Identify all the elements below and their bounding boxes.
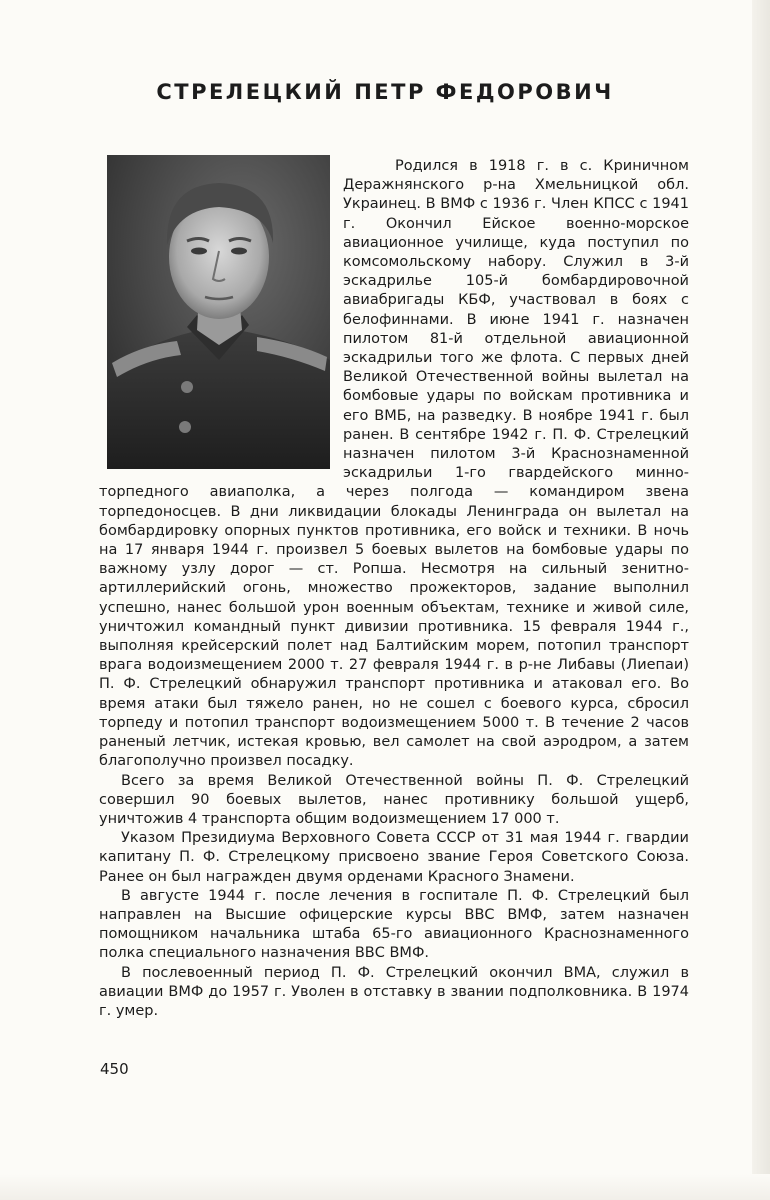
bio-paragraph: Родился в 1918 г. в с. Криничном Деражнянского р-на Хмельницкой обл. Украинец. В ВМФ с 1936 г. Член КПСС с 1941 г. Окончил Ейское военно-морское авиационное училище, куда поступил по комсомольскому набору. Служил в 3-й эскадрилье 105-й бомбардировочной авиабригады КБФ, участвовал в боях с белофиннами. В июне 1941 г. назначен пилотом 81-й отдельной авиационной эскадрильи того же флота. С первых дней Великой Отечественной войны вылетал на бомбовые удары по войскам противника и его ВМБ, на разведку. В ноябре 1941 г. был ранен. В сентябре 1942 г. П. Ф. Стрелецкий назначен пилотом 3-й Краснознаменной эскадрильи 1-го гвардейского минно-торпедного авиаполка, а через полгода — командиром звена торпедоносцев. В дни ликвидации блокады Ленинграда он вылетал на бомбардировку опорных пунктов противника, его войск и техники. В ночь на 17 января 1944 г. произвел 5 боевых вылетов на бомбовые удары по важному узлу дорог — ст. Ропша. Несмотря на сильный зенитно-артиллерийский огонь, множество прожекторов, задание выполнил успешно, нанес большой урон военным объектам, технике и живой силе, уничтожил командный пункт дивизии противника. 15 февраля 1944 г., выполняя крейсерский полет над Балтийским морем, потопил транспорт врага водоизмещением 2000 т. 27 февраля 1944 г. в р-не Либавы (Лиепаи) П. Ф. Стрелецкий обнаружил транспорт противника и атаковал его. Во время атаки был тяжело ранен, но не сошел с боевого курса, сбросил торпеду и потопил транспорт водоизмещением 5000 т. В течение 2 часов раненый летчик, истекая кровью, вел самолет на свой аэродром, а затем благополучно произвел посадку. bbox=[99, 158, 689, 770]
page-number: 450 bbox=[100, 1060, 129, 1078]
biography-text bbox=[99, 157, 689, 1021]
bio-paragraph: В послевоенный период П. Ф. Стрелецкий окончил ВМА, служил в авиации ВМФ до 1957 г. Уволен в отставку в звании подполковника. В 1974 г. умер. bbox=[99, 964, 689, 1019]
page-bottom-edge bbox=[0, 1174, 770, 1200]
bio-paragraph: В августе 1944 г. после лечения в госпитале П. Ф. Стрелецкий был направлен на Высшие офицерские курсы ВВС ВМФ, затем назначен помощником начальника штаба 65-го авиационного Краснознаменного полка специального назначения ВВС ВМФ. bbox=[99, 887, 689, 962]
page-title: СТРЕЛЕЦКИЙ ПЕТР ФЕДОРОВИЧ bbox=[156, 80, 614, 104]
page-edge bbox=[752, 0, 770, 1200]
photo-spacer bbox=[99, 157, 343, 483]
bio-paragraph: Всего за время Великой Отечественной войны П. Ф. Стрелецкий совершил 90 боевых вылетов, нанес противнику большой ущерб, уничтожив 4 транспорта общим водоизмещением 17 000 т. bbox=[99, 772, 689, 827]
bio-paragraph: Указом Президиума Верховного Совета СССР от 31 мая 1944 г. гвардии капитану П. Ф. Стрелецкому присвоено звание Героя Советского Союза. Ранее он был награжден двумя орденами Красного Знамени. bbox=[99, 830, 689, 885]
